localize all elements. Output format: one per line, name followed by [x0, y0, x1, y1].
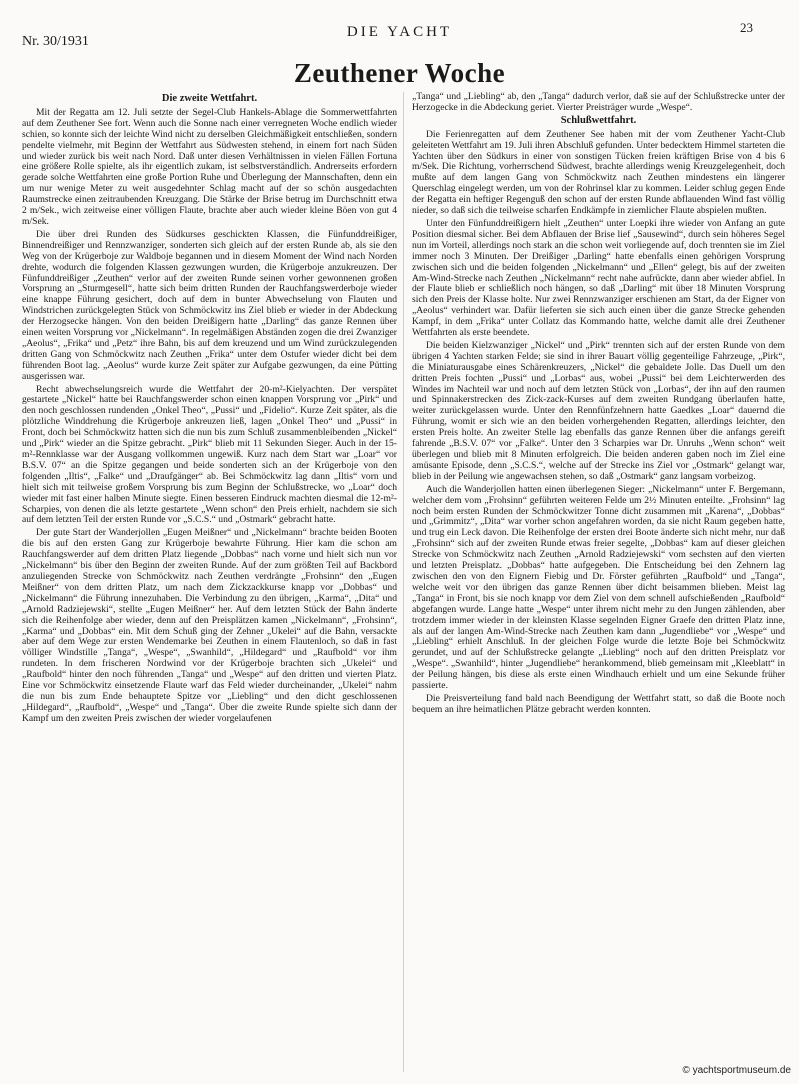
column-divider	[403, 92, 404, 1072]
paragraph: Die Preisverteilung fand bald nach Beendigung der Wettfahrt statt, so daß die Boote noch bequem an ihre heimatlichen Plätze gebracht werden konnten.	[412, 692, 785, 715]
paragraph: Auch die Wanderjollen hatten einen überlegenen Sieger: „Nickelmann“ unter F. Bergemann, welcher dem vom „Frohsinn“ geführten weiteren Felde um 2½ Minuten enteilte. „Frohsinn“ lag noch beim ersten Runden der Schmöckwitzer Tonne dicht zusammen mit „Karena“, „Dobbas“ und „Grimmitz“, „Dita“ war vorher schon angefahren worden, da sie nicht Raum gegeben hatte, und trug ein Leck davon. Die Reihenfolge der ersten drei Boote änderte sich nicht mehr, nur daß „Frohsinn“ sich auf der zweiten Runde etwas freier segelte, „Dobbas“ kam auf dieser gleichen Strecke von Schmöckwitz nach Zeuthen „Arnold Radziejewski“ vom sechsten auf den vierten und letzten Preisplatz. „Dobbas“ hatte aufgegeben. Die Entscheidung bei den Zehnern lag zwischen den von den Eignern Fiebig und Dr. Förster geführten „Raufbold“ und „Tanga“, welche weit vor den übrigen das ganze Rennen über dicht beisammen blieben. Meist lag „Tanga“ in Front, bis sie noch knapp vor dem Ziel von dem schnell aufschießenden „Raufbold“ abgefangen wurde. Lange hatte „Wespe“ unter ihrem nicht mehr zu den Jungen zählenden, aber trotzdem immer wieder in der kleinsten Klasse segelnden Eigner Graefe den dritten Platz inne, als auf der langen Am-Wind-Strecke nach Zeuthen kam dann „Jugendliebe“ vor „Wespe“ und „Liebling“ erhielt Anschluß. In der gleichen Folge wurde die letzte Boje bei Schmöckwitz gerundet, und auf der Schlußstrecke gelangte „Liebling“ noch auf den dritten Preisplatz vor „Wespe“. „Swanhild“, hinter „Jugendliebe“ herankommend, blieb gemeinsam mit „Kleeblatt“ in der Peilung hängen, bis diese als erste einen Windhauch erhielt und um eine Sekunde früher passierte.	[412, 483, 785, 692]
watermark: © yachtsportmuseum.de	[682, 1065, 791, 1076]
page-header	[0, 20, 799, 50]
right-column	[412, 92, 785, 718]
paragraph: Die beiden Kielzwanziger „Nickel“ und „Pirk“ trennten sich auf der ersten Runde von dem übrigen 4 Yachten starken Felde; sie sind in ihrer Bauart völlig gegenteilige Fahrzeuge, „Pirk“, die Miniaturausgabe eines Schärenkreuzers, „Nickel“ die gebaldete Jolle. Das Duell um den dritten Preis fochten „Pussi“ und „Lorbas“ aus, wobei „Pussi“ bei dem Leichterwerden des Windes im Nachteil war und noch auf dem letzten Stück von „Lorbas“, der ihn auf den raumen und Spinnakerstrecken des Zick-zack-Kurses auf dem zweiten Rundgang überlaufen hatte, weiter zurückgelassen wurde. Unter den Rennfünfzehnern hatte Gaedkes „Loar“ dauernd die Führung, womit er sich wie an den beiden vorhergehenden Regatten, allerdings leichter, den ersten Preis holte. An zweiter Stelle lag ebenfalls das ganze Rennen über die anfangs gereift fahrende „B.S.V. 07“ vor „Falke“. Unter den 3 Scharpies war Dr. Unruhs „Wenn schon“ weit überlegen und blieb mit 8 Minuten erfolgreich. Die beiden anderen gaben noch im Ziel eine amüsante Episode, denn „S.C.S.“, welche auf der Strecke ins Ziel vor „Ostmark“ gelangt war, blieb in der Peilung wie angewachsen stehen, so daß „Ostmark“ ganz langsam vorbeizog.	[412, 339, 785, 482]
paragraph: Die über drei Runden des Südkurses geschickten Klassen, die Fünfunddreißiger, Binnendreißiger und Rennzwanziger, sonderten sich gleich auf der ersten Runde ab, als sie den Weg von der Krügerboje zur Waldboje begannen und in diesem Moment der Wind nach Norden drehte, wodurch die folgenden Klassen gezwungen wurden, die Krügerboje anzukreuzen. Der Fünfunddreißiger „Zeuthen“ verlor auf der zweiten Runde seinen vorher gewonnenen großen Vorsprung an „Sturmgesell“, hatte sich beim dritten Runden der Rauchfangswerderboje wieder eine knappe Führung gesichert, doch auf dem in bunter Abwechselung von Flauten und Windstrichen zurückgelegten Stück von Schmöckwitz ins Ziel blieb er wieder in der Abdeckung der Herzogsecke hängen. Von den beiden Dreißigern hatte „Darling“ das ganze Rennen über einen weiten Vorsprung vor „Nickelmann“. In regelmäßigen Abständen zogen die drei Zwanziger „Aeolus“, „Frika“ und „Petz“ ihre Bahn, bis auf dem kreuzend und um Wind zurückzulegenden dritten Gang von Schmöckwitz nach Zeuthen „Frika“ unter dem Ostufer wieder dicht bei dem führenden Boot lag. „Aeolus“ wurde kurze Zeit später zur Aufgabe gezwungen, da eine Pütting ausgerissen war.	[22, 228, 397, 382]
paragraph: Unter den Fünfunddreißigern hielt „Zeuthen“ unter Loepki ihre wieder von Anfang an gute Position diesmal sicher. Bei dem Abflauen der Brise lief „Sausewind“, durch sein höheres Segel nun im Vorteil, allerdings noch stark an die schon weit vorliegende auf, doch trennten sie im Ziel immer noch 3 Minuten. Der Dreißiger „Darling“ hatte ebenfalls einen gehörigen Vorsprung zwischen sich und die beiden folgenden „Nickelmann“ und „Ellen“ gelegt, bis auf der zweiten Am-Wind-Strecke nach Zeuthen „Nickelmann“ recht nahe aufrückte, dann aber wieder abfiel. In der Flaute blieb er schließlich noch hängen, so daß „Darling“ mit über 18 Minuten Vorsprung sich den Preis der Klasse holte. Nur zwei Rennzwanziger erschienen am Start, da der Eigner von „Aeolus“ verhindert war. Dafür lieferten sie sich auch einen über die ganze Strecke gehenden Kampf, in dem „Frika“ unter Collatz das Kommando hatte, welche damit alle drei Zeuthener Wettfahrten als erste beendete.	[412, 217, 785, 339]
paragraph: Mit der Regatta am 12. Juli setzte der Segel-Club Hankels-Ablage die Sommerwettfahrten auf dem Zeuthener See fort. Wenn auch die Sonne nach einer verregneten Woche endlich wieder schien, so konnte sich der leichte Wind nicht zu derselben Gleichmäßigkeit entschließen, sondern pendelte vielmehr, mit Beginn der Wettfahrt aus Südwesten stehend, in einem fort nach Süden und wieder zurück bis weit nach Nord. Daß unter diesen Verhältnissen in vielen Fällen Fortuna eine größere Rolle spielte, als ihr eigentlich zukam, ist selbstverständlich. Andrerseits erfordern gerade solche Wettfahrten eine große Portion Ruhe und Überlegung der Mannschaften, denn ein um nur wenige Meter zu weit ausgedehnter Schlag macht auf der so schön ausgedachten Raumstrecke einen zeitraubenden Kreuzgang. Die Stärke der Brise betrug im Durchschnitt etwa 2 m/Sek., wich zeitweise einer völligen Flaute, brachte aber auch wieder kleine Böen von gut 4 m/Sek.	[22, 106, 397, 227]
page-number: 23	[740, 20, 753, 35]
issue-number: Nr. 30/1931	[22, 34, 89, 49]
article-title: Zeuthener Woche	[293, 58, 506, 88]
section-heading-final-race: Schlußwettfahrt.	[560, 114, 637, 126]
magazine-title: DIE YACHT	[346, 24, 453, 40]
section-heading-second-race: Die zweite Wettfahrt.	[161, 93, 258, 104]
continuation-paragraph: „Tanga“ und „Liebling“ ab, den „Tanga“ dadurch verlor, daß sie auf der Schlußstrecke unter der Herzogecke in die Abdeckung geriet. Vierter Preisträger wurde „Wespe“.	[412, 91, 785, 113]
paragraph: Der gute Start der Wanderjollen „Eugen Meißner“ und „Nickelmann“ brachte beiden Booten die bis auf den ersten Gang zur Krügerboje bewahrte Führung. Hier kam die schon am Rauchfangswerder auf dem dritten Platz liegende „Dobbas“ nach vorne und hielt sich nun vor „Nickelmann“ bis über den Beginn der zweiten Runde. Auf der zum größten Teil auf Backbord anzuliegenden Strecke von Schmöckwitz nach Zeuthen verdrängte „Frohsinn“ den „Eugen Meißner“ von dem dritten Platz, um nach dem Zickzackkurse knapp vor „Dobbas“ und „Nickelmann“ die Führung innezuhaben. Die Verbindung zu den übrigen, „Karma“, „Dita“ und „Arnold Radziejewski“, stellte „Eugen Meißner“ her. Auf dem letzten Stück der Bahn änderte sich die Reihenfolge aber wieder, denn auf den Preisplätzen kamen „Nickelmann“, „Frohsinn“, „Karma“ und „Dobbas“ ein. Mit dem Schuß ging der Zehner „Ukelei“ auf die Bahn, versackte aber auf dem Wege zur ersten Wendemarke bei Zeuthen in einem Flautenloch, so daß in fast völliger Windstille „Tanga“, „Wespe“, „Swanhild“, „Hildegard“ und „Raufbold“ vor ihm rundeten. In dem frischeren Nordwind vor der Krügerboje brachten sich „Ukelei“ und „Raufbold“ hinter den noch führenden „Tanga“ und „Wespe“ auf den dritten und vierten Platz. Eine vor Schmöckwitz einsetzende Flaute warf das Feld wieder durcheinander, „Ukelei“ nahm die nun bis zum Ende behauptete Spitze vor „Liebling“ und den dicht geschlossenen „Hildegard“, „Raufbold“, „Wespe“ und „Tanga“. Über die zweite Runde spielte sich dann der Kampf um den zweiten Preis zwischen der wieder vorgelaufenen	[22, 527, 397, 724]
paragraph: Recht abwechselungsreich wurde die Wettfahrt der 20-m²-Kielyachten. Der verspätet gestartete „Nickel“ hatte bei Rauchfangswerder schon einen knappen Vorsprung vor „Pirk“ und den noch geschlossen rundenden „Onkel Theo“, „Pussi“ und „Fidelio“. Kurze Zeit später, als die plötzliche Winddrehung die Krügerboje ankreuzen ließ, lagen „Onkel Theo“ und „Pussi“ in Front, doch bei Schmöckwitz hatten sich die nun bis zum Schluß zusammenbleibenden „Nickel“ und „Pirk“ wieder an die Spitze gebracht. „Pirk“ blieb mit 11 Sekunden Sieger. Auch in der 15-m²-Rennklasse war der Ausgang vollkommen ungewiß. Kurz nach dem Start war „Loar“ vor B.S.V. 07“ an die Spitze gegangen und beide sonderten sich an der Krügerboje von den folgenden „Iltis“, „Falke“ und „Draufgänger“ ab. Bei Schmöckwitz lag dann „Iltis“ vorn und hielt sich mit teilweise großem Vorsprung bis zum Beginn der Schlußstrecke, wo „Loar“ doch wieder mit fast einer halben Minute siegte. Einen besseren Eindruck machten diesmal die 12-m²-Scharpies, von denen die als letzte gestartete „Wenn schon“ den Preis erhielt, nachdem sie sich auf dem letzten Teil der ersten Runde vor „S.C.S.“ und „Ostmark“ gebracht hatte.	[22, 383, 397, 526]
left-column	[22, 92, 397, 727]
paragraph: Die Ferienregatten auf dem Zeuthener See haben mit der vom Zeuthener Yacht-Club geleiteten Wettfahrt am 19. Juli ihren Abschluß gefunden. Unter bedecktem Himmel starteten die Yachten über den Südkurs in einer von sonstigen Tücken freien kräftigen Brise von 4 bis 6 m/Sek. Die Richtung, vorherrschend Südwest, brachte allerdings wenig Kreuzgelegenheit, doch mußte auf dem langen Gang von Schmöckwitz nach Zeuthen mindestens ein längerer Querschlag eingelegt werden, um von der Rohrinsel klar zu kommen. Leider schlug gegen Ende der Regatta ein heftiger Regenguß den schon auf der ersten Runde abflauenden Wind fast völlig nieder, so daß sich die teilweise scharfen Endkämpfe in ziemlicher Flaute abspielen mußten.	[412, 128, 785, 217]
